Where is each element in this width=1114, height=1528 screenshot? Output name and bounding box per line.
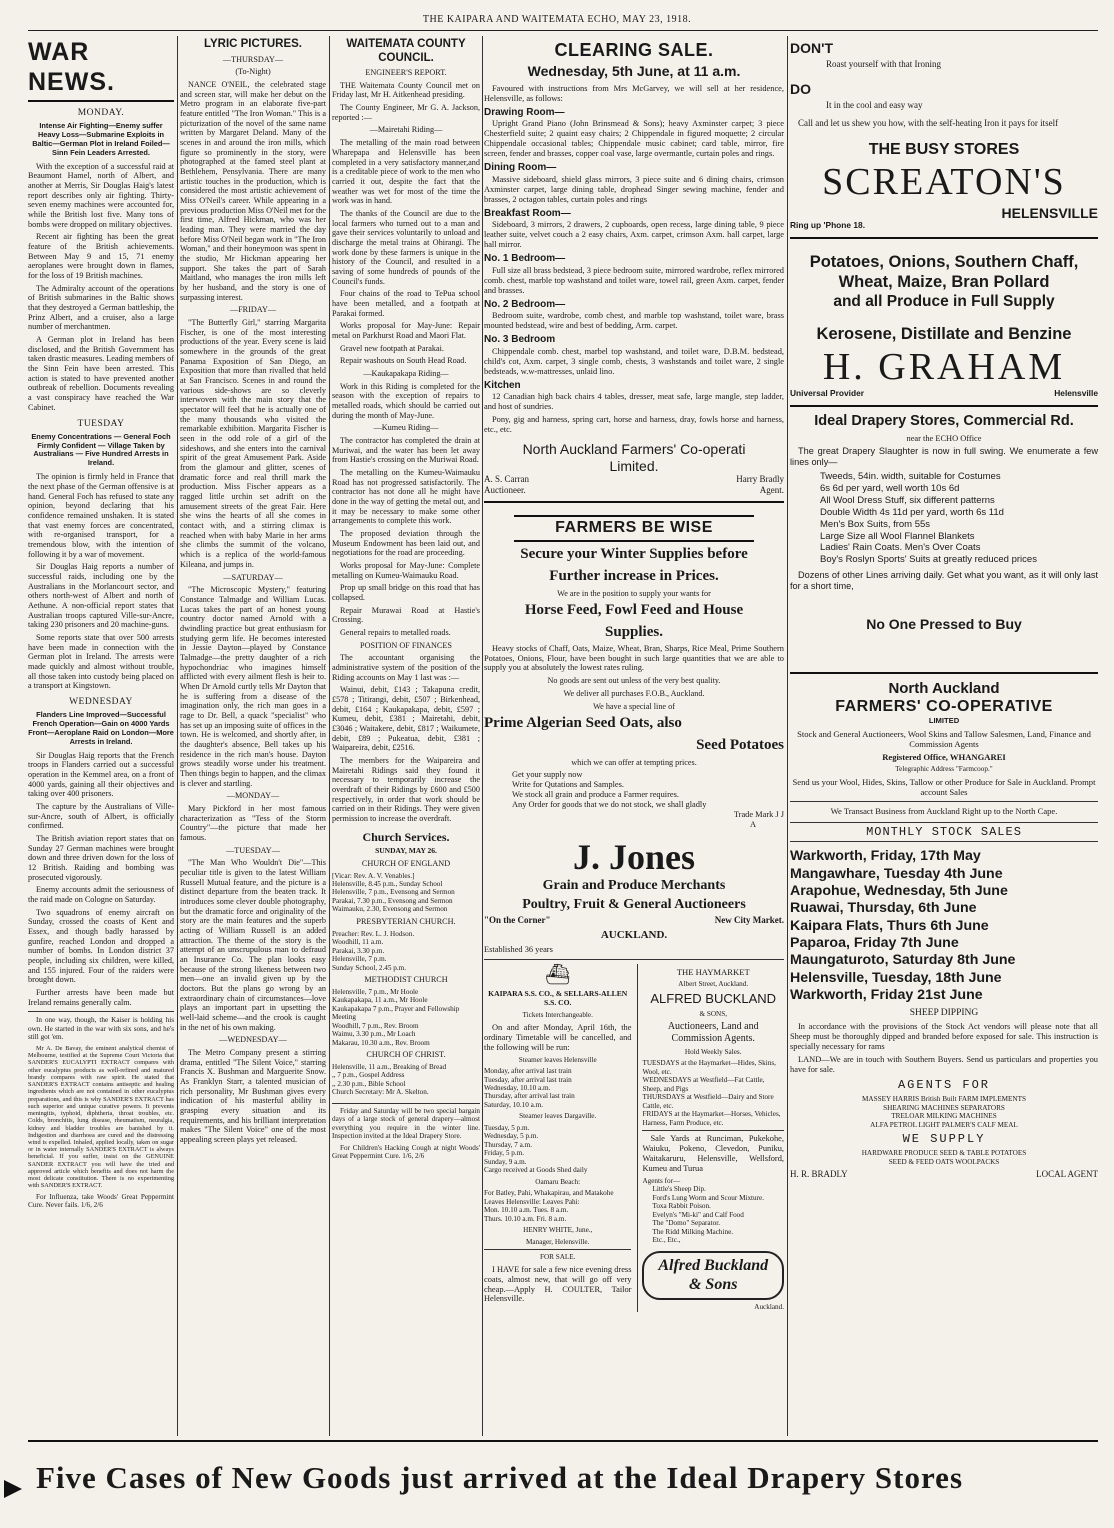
supplies-heading: Supplies. [605,623,663,640]
paragraph: The metalling on the Kumeu-Waimauku Road has not progressed satisfactorily. The contractor has not done all he might have done in the way of getting the metal out, and it may be necessary to make some other arrangements to complete this work. [332,467,480,526]
corner-row [484,915,784,926]
methodist-heading: METHODIST CHURCH [364,975,448,985]
room-text: Massive sideboard, shield glass mirrors, 3 piece suite and 6 dining chairs, crimson Axminster carpet, large dining table, drophead Singer sewing machine, fender and brasses, 2 octagon tables, curtain poles and rings [484,174,784,204]
line: HARDWARE PRODUCE SEED & TABLE POTATOES [861,1149,1027,1158]
local-agent: LOCAL AGENT [1036,1169,1098,1180]
bradly-name: Harry Bradly [736,474,784,485]
tempting-text: which we can offer at tempting prices. [571,757,697,767]
transact-text: We Transact Business from Auckland Right up to the North Cape. [830,806,1058,817]
nafc-name: North Auckland Farmers' Co-operati [522,441,746,458]
list-item: All Wool Dress Stuff, six different patterns [820,494,995,506]
sale-line: Ruawai, Thursday, 6th June [790,900,977,917]
england-lines [332,872,480,914]
church-services-title: Church Services. [362,829,450,844]
sale-line: Kaipara Flats, Thurs 6th June [790,917,989,934]
saturday-heading: —SATURDAY— [223,572,283,582]
sale-line: Arapohue, Wednesday, 5th June [790,882,1008,899]
heavy-stocks-text: Heavy stocks of Chaff, Oats, Maize, Wheat, Bran, Sharps, Rice Meal, Prime Southern Potatoes, Onions, Flour, have been bought in such large quantities that we are able to supply you at absolutely the lowest rates ruling. [484,643,784,673]
line: Evelyn's "Mi-ki" and Calf Food [652,1210,744,1219]
monday-body [28,162,174,413]
column-rule [329,36,330,1436]
send-text: Send us your Wool, Hides, Skins, Tallow or other Produce for Sale in Auckland. Prompt account Sales [792,776,1096,797]
farmers-cooperative: FARMERS' CO-OPERATIVE [835,698,1053,716]
farmers-be-wise-title: FARMERS BE WISE [514,515,754,542]
grain-merchants: Grain and Produce Merchants [542,878,726,894]
column-county-council [332,36,480,1436]
tuesday-heading: TUESDAY [77,418,125,429]
line: ,, 2.30 p.m., Bible School [332,1079,406,1088]
nafc-limited: Limited. [609,457,659,474]
line: Little's Sheep Dip. [652,1185,706,1194]
poultry-auctioneers: Poultry, Fruit & General Auctioneers [522,896,746,912]
dont-heading: DON'T [790,40,833,56]
paragraph: "The Microscopic Mystery," featuring Constance Talmadge and William Lucas. Lucas takes the part of an honest young country doctor named Arnold with a dwindling practice but great enthusiasm for studying germ life. He becomes interested in Jessie Dayton—played by Constance Talmadge—the pretty daughter of a rich hypochondriac who imagines himself afflicted with every ailment flesh is heir to. When Dr Arnold curtly tells Mr Dayton that he is suffering from a disease of the imagination only, the rich man goes in a rage to Dr. Bell, a quack "specialist" who has set up an imposing suite of offices in the town. He is welcomed, and shortly after, in the daughter's absence, Bell takes up his residence in the rich man's house. Dayton grows steadily worse under his treatment. Then things begin to happen, and the climax is clever and startling. [180,585,326,788]
council-title: WAITEMATA COUNTY COUNCIL. [346,38,466,64]
universal-provider: Universal Provider [790,388,865,399]
room-heading: Kitchen [484,379,521,391]
monday-subheading: Intense Air Fighting—Enemy suffer Heavy Loss—Submarine Exploits in Baltic—German Plot in Ireland Foiled—Sinn Fein Leaders Arrested. [32,121,170,157]
wednesday-heading: WEDNESDAY [69,696,133,707]
line: Wednesday, 5 p.m. [484,1132,539,1141]
line: MASSEY HARRIS British Built FARM IMPLEMENTS [862,1095,1026,1104]
horse-feed-heading: Horse Feed, Fowl Feed and House [524,602,744,619]
sale-yards-text: Sale Yards at Runciman, Pukekohe, Waiuku, Pokeno, Clevedon, Puniku, Waitakaruru, Helensville, Wellsford, Kumeu and Turua [642,1134,784,1173]
list-item: 6s 6d per yard, well worth 10s 6d [820,483,960,494]
north-auckland: North Auckland [888,680,1000,698]
line: Waimauku, 2.30, Evensong and Sermon [332,905,448,914]
influenza-advert: For Influenza, take Woods' Great Peppermint Cure. Never fails. 1/6, 2/6 [28,1192,174,1210]
further-heading: Further increase in Prices. [549,567,719,584]
paragraph: Works proposal for May-June: Repair metal on Parkhurst Road and Maori Flat. [332,321,480,340]
buckland-logo [642,1251,784,1301]
supply-lines [790,1149,1098,1166]
no-one-pressed: No One Pressed to Buy [866,615,1022,632]
ring-up: Ring up 'Phone 18. [790,220,866,231]
column-lyric-pictures [180,36,326,1436]
england-heading: CHURCH OF ENGLAND [361,858,451,868]
buckland-title: ALFRED BUCKLAND [650,991,777,1007]
cough-advert: For Children's Hacking Cough at night Woods' Great Peppermint Cure. 1/6, 2/6 [332,1143,480,1161]
new-city-market: New City Market. [714,915,784,926]
graham-row [790,389,1098,399]
line: WEDNESDAYS at Westfield—Fat Cattle, Sheep, and Pigs [642,1076,765,1093]
special-text: We have a special line of [593,701,675,711]
column-rule [787,36,788,1436]
potatoes-heading: Potatoes, Onions, Southern Chaff, Wheat, Maize, Bran Pollard [809,252,1079,291]
paragraph: Further arrests have been made but Ireland remains generally calm. [28,988,174,1007]
paragraph: Gravel new footpath at Parakai. [340,343,444,353]
paragraph: The Metro Company present a stirring drama, entitled "The Silent Voice," starring Francis X. Bushman and Marguerite Snow. As Franklyn Starr, a talented musician of rich personality, Mr Bushman gives every indication of his masterful ability in grasping every situation and its requirements, and his brilliant interpretation makes "The Silent Voice" one of the most appealing screen plays yet released. [180,1048,326,1145]
bottom-ads [484,964,784,1312]
line: Write for Qutations and Samples. [512,780,625,790]
auckland-label: AUCKLAND. [600,928,668,941]
paragraph: The opinion is firmly held in France that the next phase of the German offensive is at hand. General Foch has refused to state any opinion, beyond declaring that his confidence remained unshaken. It is stated that vast enemy forces are concentrated, with re-organised transport, for a tremendous blow, with the intention of following it by a war of movement. [28,472,174,559]
presbyterian-heading: PRESBYTERIAN CHURCH. [356,916,456,926]
line: SHEARING MACHINES SEPARATORS [883,1103,1005,1112]
line: FRIDAYS at the Haymarket—Horses, Vehicles, Harness, Farm Produce, etc. [642,1110,781,1127]
column-rule [482,36,483,1436]
tuesday-heading: —TUESDAY— [226,845,280,855]
friday-heading: —FRIDAY— [229,305,277,315]
agent-role: Agent. [759,484,784,495]
steamer-advert [484,964,631,1312]
line: Cargo received at Goods Shed daily [484,1166,588,1175]
no-goods-text: No goods are sent out unless of the very best quality. [547,676,721,686]
room-heading: No. 1 Bedroom— [484,253,566,265]
on-the-corner: "On the Corner" [484,915,551,926]
line: [Vicar: Rev. A. V. Venables.] [332,871,415,880]
line: ,, 7 p.m., Gospel Address [332,1071,405,1080]
algerian-heading: Prime Algerian Seed Oats, also [484,715,682,732]
logo-text: Alfred Buckland & Sons [642,1251,784,1301]
line: Helensville, 8.45 p.m., Sunday School [332,879,443,888]
paragraph: The thanks of the Council are due to the local farmers who turned out to a man and gave their services voluntarily to unload and discharge the metal trains at Ohirangi. The work done by these farmers is unique in the history of the Council, and resulted in a saving of some hundreds of pounds of the Council's funds. [332,208,480,286]
room-heading: Drawing Room— [484,106,565,118]
agents-list [642,1185,784,1244]
auctioneer-row [484,474,784,485]
carran-name: A. S. Carran [484,474,529,485]
room-text: Chippendale comb. chest, marbel top washstand, and toilet ware, D.B.M. bedstead, child's cot, Axm. carpet, 3 single comb, chests, 3 washstands and toilet ware, 2 single bedsteads, w.w-mattresses, unlaid lino. [484,346,784,376]
line: Thursday, 7 a.m. [484,1140,533,1149]
column-war-news [28,36,174,1436]
line: The "Domo" Separator. [652,1219,720,1228]
line: Tuesday, 5 p.m. [484,1123,530,1132]
seed-potatoes-heading: Seed Potatoes [696,737,784,754]
paragraph: Enemy accounts admit the seriousness of the raid made on Cologne on Saturday. [28,885,174,905]
paragraph: Wainui, debit, £143 ; Takapuna credit, £578 ; Titirangi, debit, £507 ; Birkenhead, debit, £164 ; Kaukapakapa, debit, £597 ; Kumeu, debit, £381 ; Mairetahi, debit, £3046 ; Waitakere, debit, £817 ; Waikumete, debit, £89 ; Pukeatua, debit, £381 ; Waipareira, debit, £2516. [332,685,480,753]
jones-name: J. Jones [572,836,695,877]
line: Sunday School, 2.45 p.m. [332,963,407,972]
sons-label: & SONS, [699,1009,727,1018]
line: Makarau, 10.30 a.m., Rev. Broom [332,1038,430,1047]
steamer-leaves-dargaville: Steamer leaves Dargaville. [519,1112,597,1121]
tuesday-subheading: Enemy Concentrations — General Foch Firmly Confident — Village Taken by Australians — Five Hundred Arrests in Ireland. [31,431,171,468]
kumeu-heading: —Kumeu Riding— [373,423,439,433]
lyric-title: LYRIC PICTURES. [204,38,302,50]
paragraph: Two squadrons of enemy aircraft on Sunday, crossed the coasts of Kent and Essex, and though badly harassed by gunfire, reached London and dropped a number of bombs. In London district 37 people, including six children, were killed, and 155 injured. Four of the raiders were brought down. [28,907,174,985]
line: For Batley, Pahi, Whakapirau, and Matakohe [484,1189,614,1198]
helensville-label: HELENSVILLE [1001,204,1098,221]
paragraph: The Admiralty account of the operations of British submarines in the Baltic shows that they destroyed a German battleship, the Prinz Albert, and a cruiser, also a large number of merchantmen. [28,283,174,332]
weekly-sales: Hold Weekly Sales. [684,1047,742,1056]
paragraph: THE Waitemata County Council met on Friday last, Mr H. Aitkenhead presiding. [332,80,480,100]
local-agent-row [790,1169,1098,1180]
room-text: Sideboard, 3 mirrors, 2 drawers, 2 cupboards, open recess, large dining table, 9 piece leather suite, velvet couch a 2 easy chairs, Axm. carpet, crimson Axm. hall carpet, large hall mirror. [484,220,784,250]
sale-line: Warkworth, Friday 21st June [790,986,983,1003]
line: Parakai, 7.30 p.m., Evensong and Sermon [332,896,453,905]
ideal-heading: Ideal Drapery Stores, Commercial Rd. [814,413,1074,430]
paragraph: The metalling of the main road between Wharepapa and Helensville has been completed in a very satisfactory manner,and is a creditable piece of work to the men who carried it out, despite the fact that the weather was wet for most of the time the work was in hand. [332,138,480,206]
line: Wednesday, 10.10 a.m. [484,1083,551,1092]
cool-text: It in the cool and easy way [826,99,923,110]
room-text: 12 Canadian high back chairs 4 tables, dresser, meat safe, large mangle, step ladder, and host of sundries. [484,392,784,412]
order-block [484,770,784,810]
paragraph: The British aviation report states that on Sunday 27 German machines were brought down and three driven down for the loss of 12 British. Raiding and bombing was prosecuted vigorously. [28,834,174,882]
tonight-label: (To-Night) [235,67,271,77]
for-sale-text: I HAVE for sale a few nice evening dress coats, almost new, that will go off very cheap.—Apply H. COULTER, Tailor Helensville. [484,1264,632,1304]
presbyterian-lines [332,930,480,972]
line: Sunday, 9 a.m. [484,1157,527,1166]
tickets-label: Tickets Interchangeable. [522,1011,593,1020]
list-item: Tweeds, 54in. width, suitable for Costumes [820,471,1001,483]
monday-heading: MONDAY. [77,108,125,118]
bargain-advert: Friday and Saturday will be two special bargain days of a large stock of general drapery—almost everything you require in the winter line. Inspection invited at the Ideal Drapery Store. [332,1106,480,1141]
room-heading: Breakfast Room— [484,207,571,219]
finances-heading: POSITION OF FINANCES [360,640,452,650]
line: Leaves Helensville: Leaves Pahi: [484,1197,580,1206]
line: Etc., Etc., [652,1236,681,1245]
registered-office: Registered Office, WHANGAREI [882,752,1006,763]
paragraph: Recent air fighting has been the great feature of the British achievements. Between May 9 and 15, 71 enemy aeroplanes were brought down in flames, for the loss of 19 British machines. [28,232,174,281]
paragraph: The proposed deviation through the Museum Endowment has been laid out, and negotiations for the road are proceeding. [332,529,480,558]
paragraph: With the exception of a successful raid at Beaumont Hamel, north of Albert, and another at Merris, Sir Douglas Haig's latest report describes only air fighting. Thirty-seven enemy machines were accounted for, while the British lost five. Many tons of bombs were dropped on military objectives. [28,161,174,229]
room-text: Full size all brass bedstead, 3 piece bedroom suite, mirrored wardrobe, reflex mirrored comb. chest, marble top washstand and toilet ware, towel rail, green Axm. carpet, fender and brasses. [484,265,784,295]
line: Oamaru Beach: [535,1177,581,1186]
paragraph: Sir Douglas Haig reports that the French troops in Flanders carried out a successful operation in the Kemmel area, on a front of 4000 yards, gaining all their objectives and taking over 400 prisoners. [28,750,174,799]
line: TUESDAYS at the Haymarket—Hides, Skins, Wool, etc. [642,1059,776,1076]
sale-line: Warkworth, Friday, 17th May [790,848,981,865]
albert-street: Albert Street, Auckland. [678,979,749,988]
agents-lines [790,1095,1098,1129]
list-item: Boy's Roslyn Sports' Suits at greatly reduced prices [820,554,1037,566]
position-text: We are in the position to supply your wants for [557,588,711,598]
line: HENRY WHITE, June., [523,1226,593,1235]
christ-lines [332,1063,480,1097]
kaipara-ss-title: KAIPARA S.S. CO., & SELLARS-ALLEN S.S. CO. [488,989,628,1008]
drapery-list [820,471,1098,566]
line: Helensville, 7 p.m. [332,955,387,964]
war-news-title: WAR NEWS. [28,36,174,102]
paragraph: Some reports state that over 500 arrests have been made in connection with the German plot in Ireland. The arrests were made quickly and almost without trouble, all those taken into custody being placed on a transport at Kingstown. [28,632,174,691]
dipping-text: In accordance with the provisions of the Stock Act vendors will please note that all Sheep must be thoroughly dipped and branded before exposed for sale. This instruction is specially necessary for rams [790,1022,1098,1052]
sale-line: Maungaturoto, Saturday 8th June [790,952,1016,969]
graham-town: Helensville [1054,388,1098,399]
sunday-date: SUNDAY, MAY 26. [375,845,437,855]
sheep-dipping: SHEEP DIPPING [909,1008,979,1019]
kaukapakapa-heading: —Kaukapakapa Riding— [363,368,449,378]
roast-text: Roast yourself with that Ironing [826,58,941,69]
line: Parakai, 3.30 p.m. [332,946,385,955]
agents-for: AGENTS FOR [897,1077,990,1092]
call-text: Call and let us shew you how, with the self-heating Iron it pays for itself [798,118,1059,129]
engineer-report: ENGINEER'S REPORT. [365,68,447,78]
kerosene-heading: Kerosene, Distillate and Benzine [816,324,1072,343]
paragraph: NANCE O'NEIL, the celebrated stage and screen star, will make her debut on the Metro program in an elaborate five-part feature entitled "The Iron Woman." This is a picturization of the novel of the same name written by Margaret Deland. Many of the scenes in and around the iron mills, which figure so prominently in the story, were photographed at the famed steel plant at Bethlehem, Pensylvania. There are many artistic touches in the production, which is considered the most artistic achievement of Miss O'Neil's career. While appearing in a previous production Miss O'Neil met for the first time, Alfred Hickman, who was her leading man. They were married the day before Miss O'Neil began work in "The Iron Woman," and their honeymoon was spent in the studio, Mr Hickman appearing her support. She takes the part of Sarah Maitland, who manages the iron mills left by her husband, and the story is one of surpassing interest. [180,79,326,302]
we-supply: WE SUPPLY [902,1132,986,1146]
line: Waimu, 3.30 p.m., Mr Loach [332,1030,416,1039]
produce-heading: and all Produce in Full Supply [833,292,1055,310]
line: Woodhill, 11 a.m. [332,938,384,947]
line: Kaukapakapa 7 p.m., Prayer and Fellowship Meeting [332,1004,460,1022]
do-heading: DO [790,81,811,98]
line: Helensville, 11 a.m., Breaking of Bread [332,1062,447,1071]
paragraph: The capture by the Australians of Ville-sur-Ancre, south of Albert, is officially confirmed. [28,802,174,831]
paragraph: The members for the Waipareira and Mairetahi Ridings said they found it necessary to temporarily increase the overdraft of their Ridings by £600 and £500 respectively, in order that work should be carried on in their Ridings. They were given permission to increase the overdraft. [332,756,480,824]
limited-label: LIMITED [928,715,960,725]
line: SEED & FEED OATS WOOLPACKS [888,1157,1000,1166]
after-monday-text: On and after Monday, April 16th, the ordinary Timetable will be cancelled, and the following will be run: [484,1022,632,1052]
paragraph: "The Butterfly Girl," starring Margarita Fischer, is one of the most interesting productions of the year. Every scene is laid somewhere in the grounds of the great Panama Exposition of San Diego, an Exposition that more than rivalled that held at San Francisco. Scenes in and round the various side-shows are so cleverly interwoven with the main story that the spectator will feel that he is actually one of the many thousands who visited the remarkable exhibition. Margarita Fischer is seen in the odd role of a girl of the sideshows, and she enters into the carnival spirit of the great Amusement Park. Aside from the glamour and glitter, scenes of dramatic force and real thrill mark the production. Miss Fischer appears as a ragged little urchin set adrift on the amusement streets of the great Fair. Here she wins the hearts of all she comes in contact with, and a stirring climax is reached when with baby Marie in her arms she climbs the summit of the volcano, which is a replica of the world-famous Kileana, and jumps in. [180,318,326,569]
line: Mon. 10.10 a.m. Tues. 8 a.m. [484,1206,569,1215]
graham-name: H. GRAHAM [822,345,1066,388]
mairetahi-heading: —Mairetahi Riding— [369,125,443,135]
established-label: Established 36 years [484,944,553,954]
monthly-stock-sales: MONTHLY STOCK SALES [790,822,1098,842]
paragraph: The County Engineer, Mr G. A. Jackson, reported :— [332,103,480,122]
line: Thurs. 10.10 a.m. Fri. 8 a.m. [484,1214,567,1223]
screatons-name: SCREATON'S [822,160,1066,203]
wednesday-subheading: Flanders Line Improved—Successful French Operation—Gain on 4000 Yards Front—Aeroplane Raid on London—More Arrests in Ireland. [28,710,174,746]
line: Saturday, 10.10 a.m. [484,1100,544,1109]
line: Friday, 5 p.m. [484,1149,525,1158]
line: ALFA PETROL LIGHT PALMER'S CALF MEAL [870,1120,1018,1129]
paragraph: The contractor has completed the drain at Muriwai, and the water has been let away from Hastie's crossing on the Muriwai Road. [332,435,480,465]
line: The Ridd Milking Machine. [652,1227,734,1236]
clearing-intro: Favoured with instructions from Mrs McGarvey, we will sell at her residence, Helensville, as follows: [484,83,784,103]
paragraph: Work in this Riding is completed for the season with the exception of repairs to metalled roads, which should be carried out during the month of May-June. [332,381,480,420]
paragraph: General repairs to metalled roads. [340,628,451,638]
column-adverts [790,36,1098,1436]
steamer-leaves-helensville: Steamer leaves Helensville [518,1055,597,1064]
paragraph: Repair Murawai Road at Hastie's Crossing. [332,605,480,625]
trade-mark-a: A [749,819,756,829]
kaiser-note: In one way, though, the Kaiser is holding his own. He started in the war with six sons, and he's still got 'em. [28,1016,174,1042]
slaughter-text: The great Drapery Slaughter is now in full swing. We enumerate a few lines only— [790,446,1098,468]
line: Any Order for goods that we do not stock, we shall gladly [512,800,707,810]
room-text: Bedroom suite, wardrobe, comb chest, and marble top washstand, toilet ware, brass mounted bedstead, wire and best of bedding, Arm. carpet. [484,311,784,331]
line: We stock all grain and produce a Farmer requires. [512,790,679,800]
land-text: LAND—We are in touch with Southern Buyers. Send us particulars and properties you have for sale. [790,1055,1098,1074]
line: Get your supply now [512,770,583,780]
methodist-lines [332,988,480,1047]
line: Helensville, 7 p.m., Evensong and Sermon [332,888,455,897]
line: Kaukapakapa, 11 a.m., Mr Hoole [332,996,428,1005]
paragraph: Sir Douglas Haig reports a number of successful raids, including one by the Australians in the Morlancourt sector, and others north-west of Albert and north of Aethune. A non-official report states that Australian troops captured Ville-sur-Ancre, taking 230 prisoners and 20 machine-guns. [28,562,174,630]
dozens-text: Dozens of other Lines arriving daily. Get what you want, as it will only last for a short time, [790,570,1098,591]
trade-mark: Trade Mark J J [733,810,784,820]
wednesday-heading: —WEDNESDAY— [219,1035,287,1045]
line: Toxa Rabbit Poison. [652,1202,711,1211]
sale-line: Paparoa, Friday 7th June [790,934,959,951]
room-heading: Dining Room— [484,161,557,173]
sale-line: Helensville, Tuesday, 18th June [790,969,1002,986]
near-echo: near the ECHO Office [906,433,982,443]
auctioneer-role-row [484,485,784,496]
auctioneer-role: Auctioneer. [484,484,526,495]
list-item: Ladies' Rain Coats. Men's Over Coats [820,542,981,554]
auctioneers-label: Auctioneers, Land and Commission Agents. [667,1021,759,1045]
sale-line: Mangawhare, Tuesday 4th June [790,865,1003,882]
room-heading: No. 2 Bedroom— [484,298,566,310]
paragraph: Repair washouts on South Head Road. [340,356,467,366]
list-item: Large Size all Wool Flannel Blankets [820,530,975,542]
line: Manager, Helensville. [526,1237,590,1246]
paragraph: Works proposal for May-June: Complete metalling on Kumeu-Waimauku Road. [332,561,480,580]
list-item: Men's Box Suits, from 55s [820,518,931,530]
room-heading: No. 3 Bedroom [484,334,556,346]
logo-auckland: Auckland. [754,1303,784,1312]
column-rule [177,36,178,1436]
footer-rule [28,1440,1098,1442]
haymarket-title: THE HAYMARKET [676,966,750,977]
paragraph: A German plot in Ireland has been disclosed, and the British Government has taken drastic measures. Leading members of the Sinn Fein have been arrested. This action is stated to have prevented another outbreak of rebellion. Documents revealing a vast conspiracy have reached the War Cabinet. [28,335,174,412]
clearing-sale-date: Wednesday, 5th June, at 11 a.m. [527,63,741,80]
line: Preacher: Rev. L. J. Hodson. [332,929,415,938]
line: Tuesday, after arrival last train [484,1075,572,1084]
pony-text: Pony, gig and harness, spring cart, horse and harness, dray, fowls horse and harness, etc., etc. [484,415,784,435]
masthead: THE KAIPARA AND WAITEMATA ECHO, MAY 23, 1918. [422,14,692,25]
sander-advert: Mr A. De Bavay, the eminent analytical chemist of Melbourne, testified at the Supreme Court Victoria that SANDER'S EUCALYPTI EXTRACT compares with other eucalyptus products as well-refined and matured brandy compares with raw spirit. He stated that SANDER'S EXTRACT contains antiseptic and healing ingredients which are not contained in other eucalyptus preparations, and this is why SANDER'S EXTRACT has such superior and unique curative powers. It prevents meningitis, typhoid, diphtheria, throat troubles, etc. Colds, bronchitis, lung disease, rheumatism, neuralgia, kidney and bladder troubles are banished by it. Indigestion and diarrhoea are cured and the distressing wind is expelled. Inhaled, applied locally, taken on sugar or in water internally SANDER'S EXTRACT is always beneficial. If you suffer, insist on the GENUINE SANDER EXTRACT you will have the tried and approved article which benefits and does not harm the most delicate constitution. There is no experimenting with SANDER'S EXTRACT. [28,1044,174,1190]
monday-heading: —MONDAY— [226,791,280,801]
telegraphic-address: Telegraphic Address "Farmcoop." [895,765,993,774]
ship-icon: ⛴ [545,963,571,986]
for-sale-title: FOR SALE. [539,1253,576,1262]
secure-heading: Secure your Winter Supplies before [520,546,748,563]
pointer-arrow-icon [4,1480,22,1498]
haymarket-advert [637,964,784,1312]
bradly-name: H. R. BRADLY [790,1169,848,1180]
paragraph: The accountant organising the administrative system of the position of the Riding accounts on May 1 last was :— [332,653,480,682]
line: Ford's Lung Worm and Scour Mixture. [652,1193,765,1202]
stock-agents: Stock and General Auctioneers, Wool Skins and Tallow Salesmen, Land, Finance and Commission Agents [797,728,1091,750]
list-item: Double Width 4s 11d per yard, worth 6s 11d [820,506,1004,518]
line: Helensville, 7 p.m., Mr Hoole [332,987,419,996]
line: Thursday, after arrival last train [484,1092,575,1101]
line: Monday, after arrival last train [484,1067,572,1076]
christ-heading: CHURCH OF CHRIST. [366,1050,446,1060]
paragraph: Four chains of the road to TePua school have been metalled, and a footpath at Parakai formed. [332,289,480,318]
sales-list [790,848,1098,1004]
line: Woodhill, 7 p.m., Rev. Broom [332,1021,419,1030]
thursday-heading: —THURSDAY— [222,54,284,64]
room-text: Upright Grand Piano (John Brinsmead & Sons); heavy Axminster carpet; 3 piece Chesterfield suite; 2 quaint easy chairs; 2 Chippendale in figured moquette; 2 circular Chippendale occasional tables; Chippendale music cabinet; card table, mirror, fire screen, fender and brasses, copper coal vase, large overmantle, curtain poles and rings. [484,119,784,159]
deliver-text: We deliver all purchases F.O.B., Auckland. [563,689,705,699]
paragraph: Prop up small bridge on this road that has collapsed. [332,583,480,603]
clearing-sale-title: CLEARING SALE. [554,40,714,60]
footer-banner: Five Cases of New Goods just arrived at the Ideal Drapery Stores [36,1460,964,1495]
line: THURSDAYS at Westfield—Dairy and Store Cattle, etc. [642,1093,774,1110]
busy-stores: THE BUSY STORES [868,140,1020,158]
paragraph: "The Man Who Wouldn't Die"—This peculiar title is given to the latest William Russell Mutual feature, and the picture is a distinct departure from the beaten track. It introduces some clever double photography, but the dramatic force and originality of the story are the main features and the superb acting of William Russell is an added attraction. The theme of the story is the attempt of an unscrupulous man to defraud an Insurance Co. The plan looks easy because of the strong likeness between two men—one an invalid given up by the doctors. But the plans go wrong by an extraordinary chain of circumstances—love plays an important part in upsetting the well-laid scheme—and the crook is caught in the net of his own making. [180,858,326,1032]
column-clearing-sale [484,36,784,1436]
paragraph: Mary Pickford in her most famous characterization as "Tess of the Storm Country"—the picture that made her famous. [180,803,326,842]
line: Agents for— [642,1176,681,1185]
line: TRELOAR MILKING MACHINES [891,1112,997,1121]
line: Church Secretary: Mr A. Skelton. [332,1088,429,1097]
top-rule [28,30,1098,31]
